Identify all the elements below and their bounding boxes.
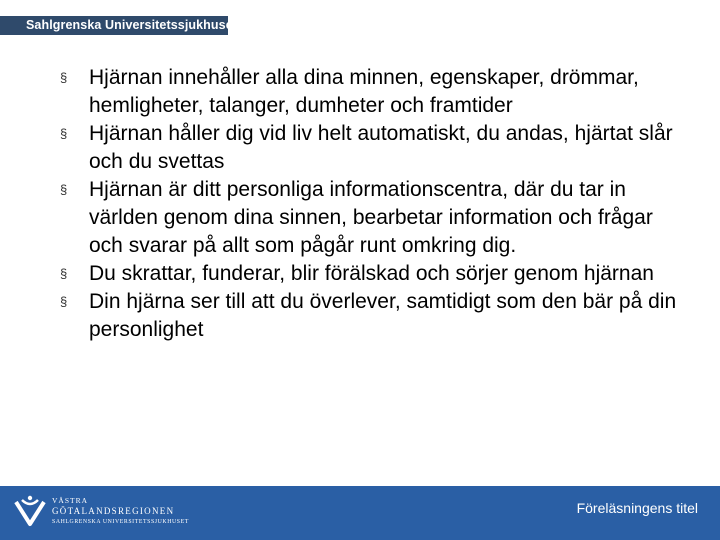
bullet-text: Din hjärna ser till att du överlever, samtidigt som den bär på din personlighet <box>89 290 677 341</box>
bullet-text: Hjärnan är ditt personliga informationscentra, där du tar in världen genom dina sinnen, bearbetar information och frågar och svarar på allt som pågår runt omkring dig. <box>89 178 653 257</box>
list-item <box>60 176 680 260</box>
region-logo <box>12 492 202 534</box>
bullet-list <box>60 64 680 344</box>
list-item <box>60 64 680 120</box>
presentation-title: Föreläsningens titel <box>576 500 698 516</box>
bullet-text: Du skrattar, funderar, blir förälskad och sörjer genom hjärnan <box>89 262 654 285</box>
logo-text-line3: SAHLGRENSKA UNIVERSITETSSJUKHUSET <box>52 519 189 525</box>
header-bar <box>0 16 238 35</box>
bullet-marker: § <box>60 70 68 85</box>
list-item <box>60 260 680 288</box>
list-item <box>60 120 680 176</box>
bullet-text: Hjärnan innehåller alla dina minnen, egenskaper, drömmar, hemligheter, talanger, dumheter och framtider <box>89 66 639 117</box>
list-item <box>60 288 680 344</box>
bullet-marker: § <box>60 266 68 281</box>
logo-text-line2: GÖTALANDSREGIONEN <box>52 506 175 516</box>
header-title: Sahlgrenska Universitetssjukhuset <box>26 18 238 32</box>
logo-text-line1: VÄSTRA <box>52 496 89 505</box>
bullet-marker: § <box>60 294 68 309</box>
bullet-marker: § <box>60 182 68 197</box>
region-logo-icon <box>12 494 48 530</box>
bullet-text: Hjärnan håller dig vid liv helt automatiskt, du andas, hjärtat slår och du svettas <box>89 122 673 173</box>
bullet-marker: § <box>60 126 68 141</box>
footer-bar <box>0 486 720 540</box>
